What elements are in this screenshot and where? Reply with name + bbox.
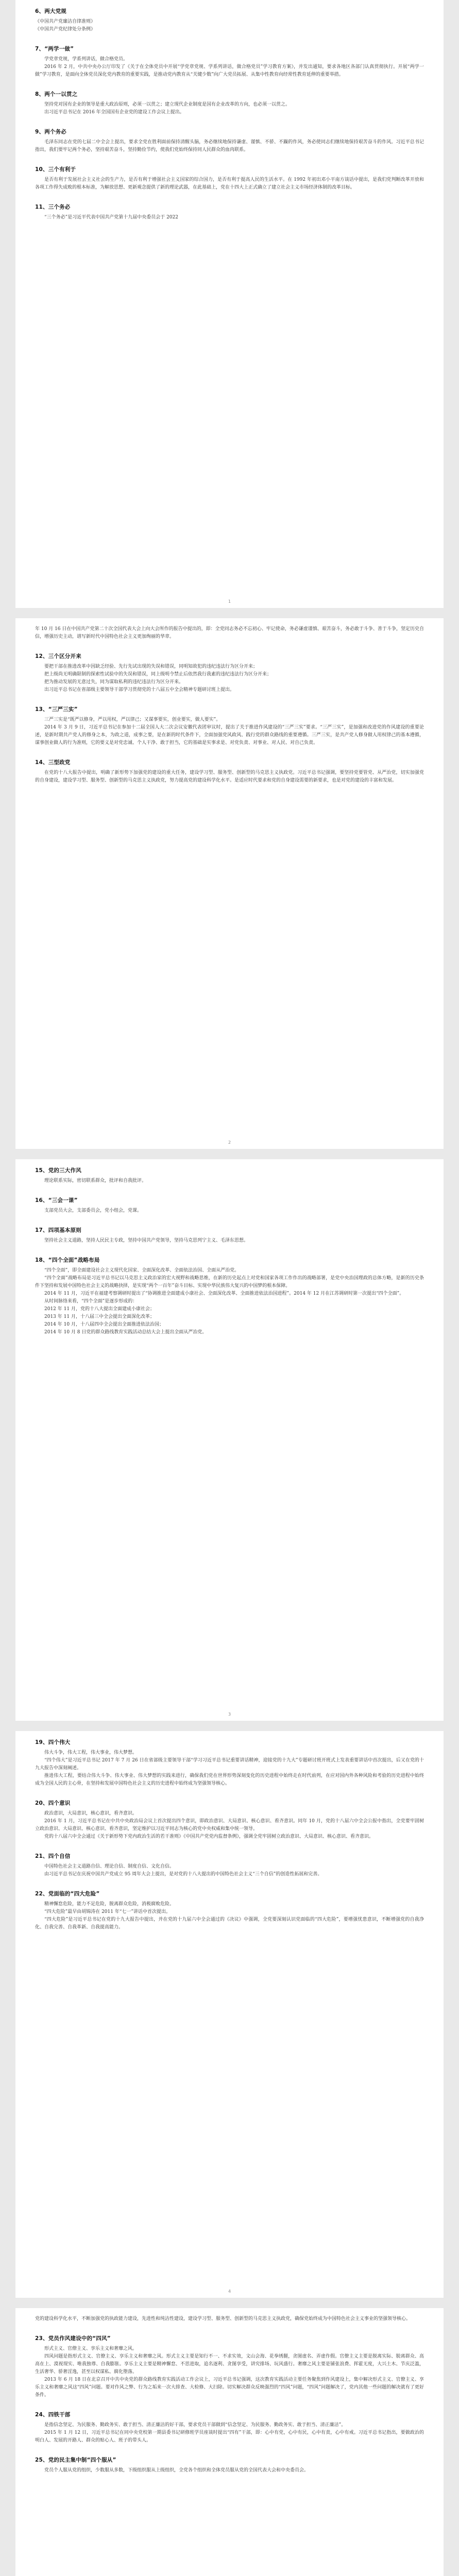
section [35, 128, 424, 154]
section [35, 45, 424, 79]
section [35, 1256, 424, 1336]
paragraph: 2016 年 2 月，中共中央办公厅印发了《关于在全体党员中开展“学党章党规、学系列讲话，做合格党员”学习教育方案》，并发出通知，要求各地区各部门认真贯彻执行。开展“两学一做”学习教育，是面向全体党员深化党内教育的重要实践，是推动党内教育从“关键少数”向广大党员拓展、从集中性教育向经常性教育延伸的重要举措。 [35, 64, 424, 77]
page-number: 2 [228, 1140, 231, 1145]
paragraph: 理论联系实际，密切联系群众，批评和自我批评。 [44, 1178, 147, 1183]
paragraph: 2014 年 3 月 9 日，习近平总书记在参加十二届全国人大二次会议安徽代表团审议时，提出了关于推进作风建设的“三严三实”要求。“三严三实”，是加强和改进党的作风建设的重要论述，是新时期共产党人的修身之本，为政之道，成事之要，是在新的时代条件下，全面加强党风政风、践行党的群众路线的重要遵循。三严三实，是共产党人修身做人用权律己的基本遵循，谋事创业做人的行为准则，它的要义是对党忠诚、个人干净、敢于担当，它的基础是实事求是、对党负责、对事业、对人民、对自己负责。 [35, 725, 424, 745]
paragraph: 毛泽东同志在党的七届二中全会上提出，要求全党在胜利面前保持清醒头脑，务必继续地保持谦虚、谨慎、不骄、不躁的作风，务必使同志们继续地保持艰苦奋斗的作风。习近平总书记指出，我们要牢记两个务必，坚持艰苦奋斗，坚持勤俭节约，使我们党始终保持同人民群众的血肉联系。 [35, 140, 424, 152]
section [35, 652, 424, 694]
paragraph: 学党章党规，学系列讲话，做合格党员。 [44, 57, 128, 62]
section-heading: 9、两个务必 [35, 129, 67, 135]
paragraph: “三个务必”是习近平代表中国共产党第十九届中央委员会于 2022 [44, 215, 178, 220]
page-number: 4 [228, 2289, 231, 2294]
section [35, 1166, 424, 1185]
section-heading: 7、“两学一做” [35, 46, 74, 52]
paragraph: 精神懈怠危险，能力不足危险，脱离群众危险，消极腐败危险。 [44, 1902, 175, 1907]
section [35, 705, 424, 747]
section-heading: 13、“三严三实” [35, 706, 78, 713]
paragraph: “四大危险”最早由胡锦涛在 2011 年“七一”讲话中首次提出。 [44, 1909, 171, 1914]
section-heading: 14、三型政党 [35, 759, 71, 766]
document-page-2 [15, 618, 444, 1149]
section [35, 1852, 424, 1878]
paragraph: 2013 年 11 月，十八届三中全会提出全面深化改革； [44, 1314, 155, 1319]
paragraph: 支部党员大会，支部委员会，党小组会，党课。 [44, 1208, 142, 1213]
section [35, 2334, 424, 2399]
paragraph: 党的建设科学化水平，不断加强党的执政能力建设，先进性和纯洁性建设，建设学习型、服务型、创新型的马克思主义执政党，确保党始终成为中国特色社会主义事业的坚强领导核心。 [35, 2316, 411, 2321]
section-heading: 22、党面临的“四大危险” [35, 1891, 100, 1897]
section [35, 1738, 424, 1788]
paragraph: 坚持党对国有企业的领导是重大政治原则，必须一以贯之；建立现代企业制度是国有企业改革的方向，也必须一以贯之。 [44, 102, 291, 107]
paragraph: 2014 年 10 月，十八届四中全会提出全面推进依法治国； [44, 1322, 164, 1327]
section-heading: 19、四个伟大 [35, 1739, 71, 1745]
section [35, 2315, 424, 2323]
section-heading: 17、四项基本原则 [35, 1227, 81, 1233]
paragraph: 2014 年 11 月，习近平在福建考察调研时提出了“协调推进全面建成小康社会、全面深化改革、全面推进依法治国进程”。2014 年 12 月在江苏调研时第一次提出“四个全面”。 [44, 1291, 404, 1296]
section [35, 2456, 424, 2475]
document-page-4 [15, 1731, 444, 2298]
paragraph: 中国特色社会主义道路自信、理论自信、制度自信、文化自信。 [44, 1864, 175, 1869]
paragraph: “四个伟大”是习近平总书记 2017 年 7 月 26 日在省部级主要领导干部“学习习近平总书记重要讲话精神，迎接党的十九大”专题研讨班开班式上发表重要讲话中首次提出，后又在党的十九大报告中深刻阐述。 [35, 1758, 424, 1771]
paragraph: 2015 年 1 月 12 日，习近平总书记在同中央党校第一期县委书记研修班学员座谈时提出“四有”干部，即：心中有党，心中有民，心中有责，心中有戒。习近平总书记指出，要做政治的明白人、发展的开路人、群众的贴心人、班子的带头人。 [35, 2430, 424, 2443]
paragraph: 把为推动发展的无意过失，同为谋取私利的违纪违法行为区分开来。 [44, 680, 184, 685]
section-heading: 24、四铁干部 [35, 2412, 71, 2418]
section [35, 758, 424, 785]
paragraph: 在党的十八大报告中提出，明确了新形势下加强党的建设的重大任务，建设学习型、服务型、创新型的马克思主义执政党。习近平总书记强调，要坚持党要管党、从严治党，切实加强党的自身建设，建设学习型、服务型、创新型的马克思主义执政党，努力提高党的建设科学化水平。是适应时代要求和党的自身建设需要的新要求，也是对党的建设的丰富和发展。 [35, 770, 424, 783]
section-heading: 25、党的民主集中制“四个服从” [35, 2457, 116, 2463]
paragraph: 由习近平总书记在庆祝中国共产党成立 95 周年大会上提出，是对党的十八大提出的中国特色社会主义“三个自信”的创造性拓展和完善。 [44, 1872, 322, 1877]
paragraph: 出习近平总书记在 2016 年全国国有企业党的建设工作会议上提出。 [44, 110, 184, 115]
paragraph: 出习近平总书记在省部级主要领导干部学习贯彻党的十八届五中全会精神专题研讨班上提出。 [44, 687, 235, 692]
paragraph: 党员个人服从党的组织，少数服从多数，下级组织服从上级组织，全党各个组织和全体党员服从党的全国代表大会和中央委员会。 [44, 2468, 309, 2473]
page-number: 1 [228, 599, 231, 604]
section-heading: 23、党员作风建设中的“四风” [35, 2335, 111, 2342]
section-heading: 8、两个一以贯之 [35, 91, 78, 97]
paragraph: 形式主义、官僚主义、享乐主义和奢靡之风。 [44, 2346, 138, 2351]
section-heading: 15、党的三大作风 [35, 1167, 81, 1174]
document-page-1 [15, 0, 444, 608]
paragraph: 三严三实是“既严以修身，严以用权，严以律己；又谋事要实，创业要实，做人要实”。 [44, 717, 221, 722]
paragraph: 是否有利于发展社会主义社会的生产力，是否有利于增强社会主义国家的综合国力，是否有利于提高人民的生活水平。在 1992 年初出邓小平南方谈话中提出，是我们党判断改革开放和各项工作得失成败的根本标准，为解放思想、更新观念提供了新的理论武器，在此基础上，党在十四大上正式确立了建立社会主义市场经济体制的改革目标。 [35, 177, 424, 190]
paragraph: 从时间脉络来看，“四个全面”是逐步形成的： [44, 1299, 138, 1304]
section [35, 7, 424, 33]
paragraph: 党的十八届六中全会通过《关于新形势下党内政治生活的若干准则》《中国共产党党内监督条例》，强调全党牢固树立政治意识、大局意识、核心意识、看齐意识。 [44, 1834, 374, 1839]
section [35, 1226, 424, 1245]
section [35, 625, 424, 641]
document-page-3 [15, 1159, 444, 1721]
paragraph: 伟大斗争，伟大工程，伟大事业，伟大梦想。 [44, 1750, 138, 1755]
page-number: 3 [228, 1712, 231, 1717]
section-heading: 10、三个有利于 [35, 166, 76, 173]
paragraph: 把上级尚无明确限制的探索性试验中的失误和错误，同上级明令禁止后依然我行我素的违纪违法行为区分开来； [44, 672, 272, 677]
paragraph: “四个全面”战略布局是习近平总书记以马克思主义政治家的宏大视野和战略思维，在新的历史起点上对党和国家各项工作作出的战略部署，是党中央治国理政的总体方略，是新的历史条件下坚持和发展中国特色社会主义的战略抉择，是实现“两个一百年”奋斗目标、实现中华民族伟大复兴的中国梦的根本保障。 [35, 1276, 424, 1289]
section-heading: 6、两大党规 [35, 8, 67, 14]
document-page-5 [15, 2308, 444, 2576]
section-heading: 12、三个区分开来 [35, 653, 81, 659]
section [35, 90, 424, 116]
section-heading: 20、四个意识 [35, 1800, 71, 1806]
section [35, 165, 424, 192]
section [35, 1799, 424, 1841]
paragraph: 年 10 月 16 日在中国共产党第二十次全国代表大会上向大会所作的报告中提出的，即：全党同志务必不忘初心、牢记使命，务必谦虚谨慎、艰苦奋斗，务必敢于斗争、善于斗争，坚定历史自信，增强历史主动，谱写新时代中国特色社会主义更加绚丽的华章。 [35, 626, 424, 639]
section [35, 1196, 424, 1215]
paragraph: 2012 年 11 月，党的十八大提出全面建成小康社会； [44, 1307, 155, 1312]
paragraph: 政治意识，大局意识，核心意识，看齐意识。 [44, 1811, 138, 1816]
paragraph: “四个全面”，即全面建设社会主义现代化国家、全面深化改革、全面依法治国、全面从严治党。 [44, 1268, 240, 1273]
section-heading: 18、“四个全面”战略布局 [35, 1257, 100, 1263]
paragraph: 2014 年 10 月 8 日党的群众路线教育实践活动总结大会上提出全面从严治党。 [44, 1330, 207, 1335]
paragraph: 推进伟大工程，要结合伟大斗争、伟大事业、伟大梦想的实践来进行，确保我们党在世界形势深刻变化的历史进程中始终走在时代前列，在应对国内外各种风险和考验的历史进程中始终成为全国人民的主心骨，在坚持和发展中国特色社会主义的历史进程中始终成为坚强领导核心。 [35, 1773, 424, 1786]
section-heading: 16、“三会一课” [35, 1197, 78, 1204]
paragraph: 《中国共产党廉洁自律准则》 [35, 19, 96, 24]
paragraph: 《中国共产党纪律处分条例》 [35, 27, 96, 32]
paragraph: 2016 年 1 月，习近平总书记在中共中央政治局会议上首次提出四个意识，即政治意识、大局意识、核心意识、看齐意识。同年 10 月，党的十八届六中全会公报中指出，全党要牢固树立政治意识、大局意识、核心意识、看齐意识，坚定维护以习近平同志为核心的党中央权威和集中统一领导。 [35, 1819, 424, 1832]
paragraph: 四风问题是指形式主义、官僚主义、享乐主义和奢靡之风。形式主义主要是知行不一、不求实效，文山会海、花拳绣腿，贪图虚名、弄虚作假。官僚主义主要是脱离实际、脱离群众、高高在上、漠视现实、唯我独尊、自我膨胀。享乐主义主要是精神懈怠、不思进取，追名逐利、贪图享受，讲究排场、玩风盛行。奢靡之风主要是铺张浪费、挥霍无度，大兴土木、节庆泛滥，生活奢华、骄奢淫逸，甚至以权谋私、腐化堕落。 [35, 2354, 424, 2375]
section [35, 2411, 424, 2445]
paragraph: “四大危险”是习近平总书记在党的十九大报告中提出，并在党的十九届六中全会通过的《决议》中强调，全党要深刻认识党面临的“四大危险”，要增强忧患意识，不断增强党的自我净化、自我完善、自我革新、自我提高能力。 [35, 1917, 424, 1930]
paragraph: 2013 年 6 月 18 日在北京召开中共中央党的群众路线教育实践活动工作会议上，习近平总书记强调，这次教育实践活动主要任务聚焦到作风建设上，集中解决形式主义、官僚主义、享乐主义和奢靡之风这“四风”问题。要对作风之弊、行为之垢来一次大排查、大检修、大扫除。切实解决群众反映强烈的“四风”问题，“四风”问题解决了，党内其他一些问题的解决就有了更好条件。 [35, 2377, 424, 2398]
section-heading: 11、三个务必 [35, 204, 71, 210]
paragraph: 是指信念坚定、为民服务、勤政务实、敢于担当、清正廉洁的好干部，要求党员干部做到“信念坚定、为民服务、勤政务实、敢于担当、清正廉洁”。 [44, 2422, 346, 2428]
section-heading: 21、四个自信 [35, 1853, 71, 1859]
section [35, 1890, 424, 1931]
paragraph: 要把干部在推进改革中因缺乏经验、先行先试出现的失误和错误，同明知故犯的违纪违法行为区分开来； [44, 664, 258, 669]
section [35, 203, 424, 222]
paragraph: 坚持社会主义道路，坚持人民民主专政，坚持中国共产党领导，坚持马克思列宁主义、毛泽东思想。 [44, 1238, 249, 1243]
